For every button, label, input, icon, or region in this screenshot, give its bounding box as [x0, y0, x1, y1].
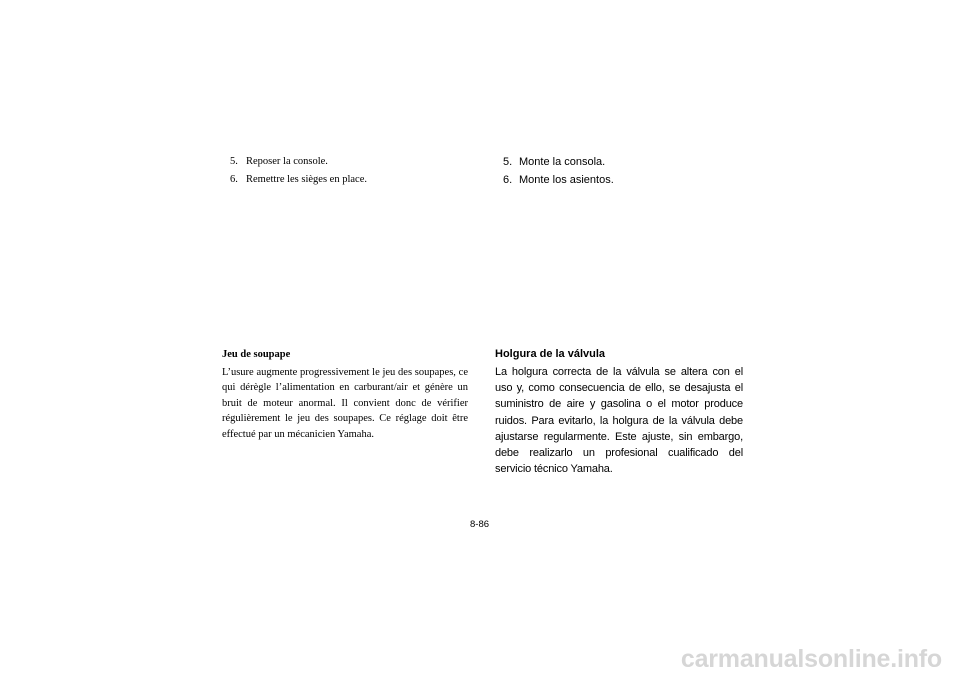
spanish-step-6: [495, 172, 614, 189]
step-number: 5.: [230, 156, 238, 167]
step-text: Monte los asientos.: [519, 174, 614, 186]
spanish-steps-list: [495, 154, 614, 190]
spanish-section-body: La holgura correcta de la válvula se altera con el uso y, como consecuencia de ello, se desajusta el suministro de aire y gasolina o el motor produce ruidos. Para evitarlo, la holgura de la válvula debe ajustarse regularmente. Este ajuste, sin embargo, debe realizarlo un profesional cualificado del servicio técnico Yamaha.: [495, 366, 743, 476]
step-text: Monte la consola.: [519, 156, 606, 168]
french-section-title: Jeu de soupape: [222, 349, 291, 360]
french-steps-list: [222, 154, 367, 190]
french-section-body: L’usure augmente progressivement le jeu des soupapes, ce qui dérègle l’alimentation en carburant/air et génère un bruit de moteur anormal. Il convient donc de vérifier régulièrement le jeu des soupapes. Ce réglage doit être effectué par un mécanicien Yamaha.: [222, 367, 468, 440]
french-valve-clearance-section: [222, 346, 468, 442]
page-number: 8-86: [470, 519, 490, 530]
watermark: carmanualsonline.info: [680, 645, 942, 673]
step-number: 6.: [230, 174, 238, 185]
step-number: 5.: [503, 156, 513, 168]
french-step-6: [222, 172, 367, 188]
spanish-step-5: [495, 154, 614, 171]
step-number: 6.: [503, 174, 513, 186]
step-text: Remettre les sièges en place.: [246, 174, 367, 185]
step-text: Reposer la console.: [246, 156, 328, 167]
french-step-5: [222, 154, 367, 170]
spanish-section-title: Holgura de la válvula: [495, 348, 606, 360]
spanish-valve-clearance-section: [495, 346, 743, 477]
